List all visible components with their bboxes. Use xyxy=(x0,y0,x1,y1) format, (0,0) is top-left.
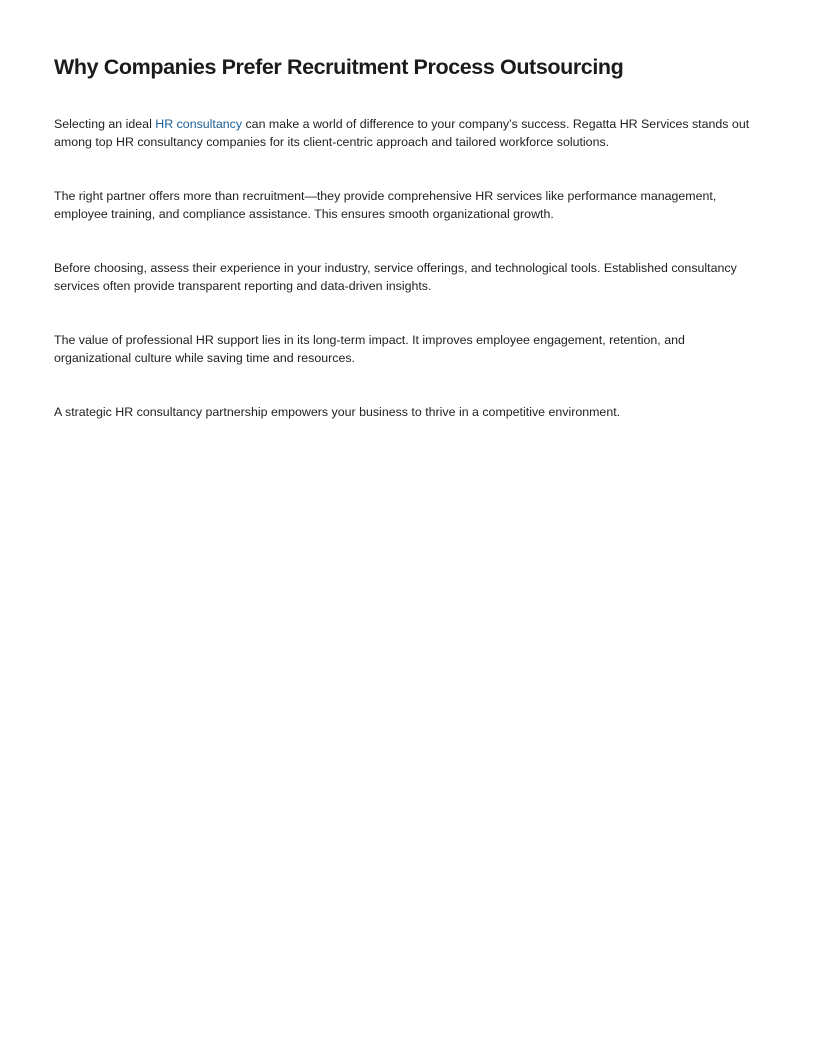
page-title: Why Companies Prefer Recruitment Process Outsourcing xyxy=(54,55,624,79)
paragraph-before-choosing: Before choosing, assess their experience in your industry, service offerings, and technological tools. Established consultancy services often provide transparent reporting and data-driven insights. xyxy=(54,261,737,293)
paragraph-intro-rest: can make a world of difference to your company’s success. Regatta HR Services stands out among top HR consultancy companies for its client-centric approach and tailored workforce solutions. xyxy=(54,117,750,149)
hr-consultancy-link[interactable]: HR consultancy xyxy=(155,117,243,131)
paragraph-conclusion: A strategic HR consultancy partnership empowers your business to thrive in a competitive environment. xyxy=(54,405,621,419)
paragraph-intro-lead: Selecting an ideal xyxy=(54,117,156,131)
paragraph-intro xyxy=(54,115,762,151)
article xyxy=(54,52,762,421)
paragraph-right-partner: The right partner offers more than recruitment—they provide comprehensive HR services like performance management, employee training, and compliance assistance. This ensures smooth organizational growth. xyxy=(54,189,717,221)
paragraph-value: The value of professional HR support lies in its long-term impact. It improves employee engagement, retention, and organizational culture while saving time and resources. xyxy=(54,333,685,365)
